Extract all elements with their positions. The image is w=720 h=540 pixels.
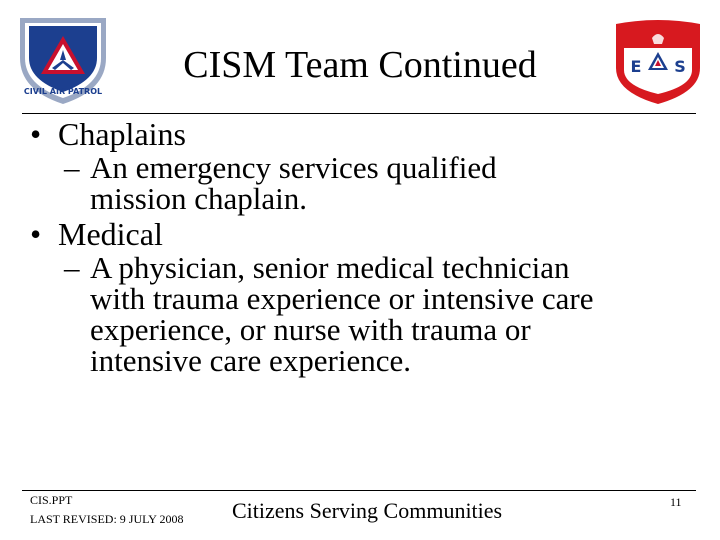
sub-line: intensive care experience. xyxy=(90,343,412,378)
bullet-dot: • xyxy=(30,216,42,252)
es-logo-right-letter: S xyxy=(674,57,686,76)
footer-divider xyxy=(22,490,696,491)
footer-file-name: CIS.PPT xyxy=(30,493,73,507)
bullet-label: Chaplains xyxy=(58,116,186,152)
bullet-dot: • xyxy=(30,116,42,152)
sub-line: An emergency services qualified xyxy=(90,150,497,185)
cap-logo-text: CIVIL AIR PATROL xyxy=(23,87,103,96)
sub-item xyxy=(22,152,702,214)
sub-item xyxy=(22,252,702,376)
footer-tagline: Citizens Serving Communities xyxy=(232,498,503,523)
sub-line: A physician, senior medical technician xyxy=(90,250,570,285)
slide-content xyxy=(22,114,702,376)
sub-line: with trauma experience or intensive care xyxy=(90,281,594,316)
sub-dash: – xyxy=(64,150,80,185)
sub-line: experience, or nurse with trauma or xyxy=(90,312,531,347)
slide-title: CISM Team Continued xyxy=(183,44,537,86)
footer-revised-date: LAST REVISED: 9 JULY 2008 xyxy=(30,512,184,526)
page-number: 11 xyxy=(670,495,682,509)
es-logo-left-letter: E xyxy=(630,57,642,76)
sub-line: mission chaplain. xyxy=(90,181,307,216)
bullet-label: Medical xyxy=(58,216,163,252)
sub-dash: – xyxy=(64,250,80,285)
bullet-item-medical xyxy=(22,218,702,250)
bullet-item-chaplains xyxy=(22,118,702,150)
